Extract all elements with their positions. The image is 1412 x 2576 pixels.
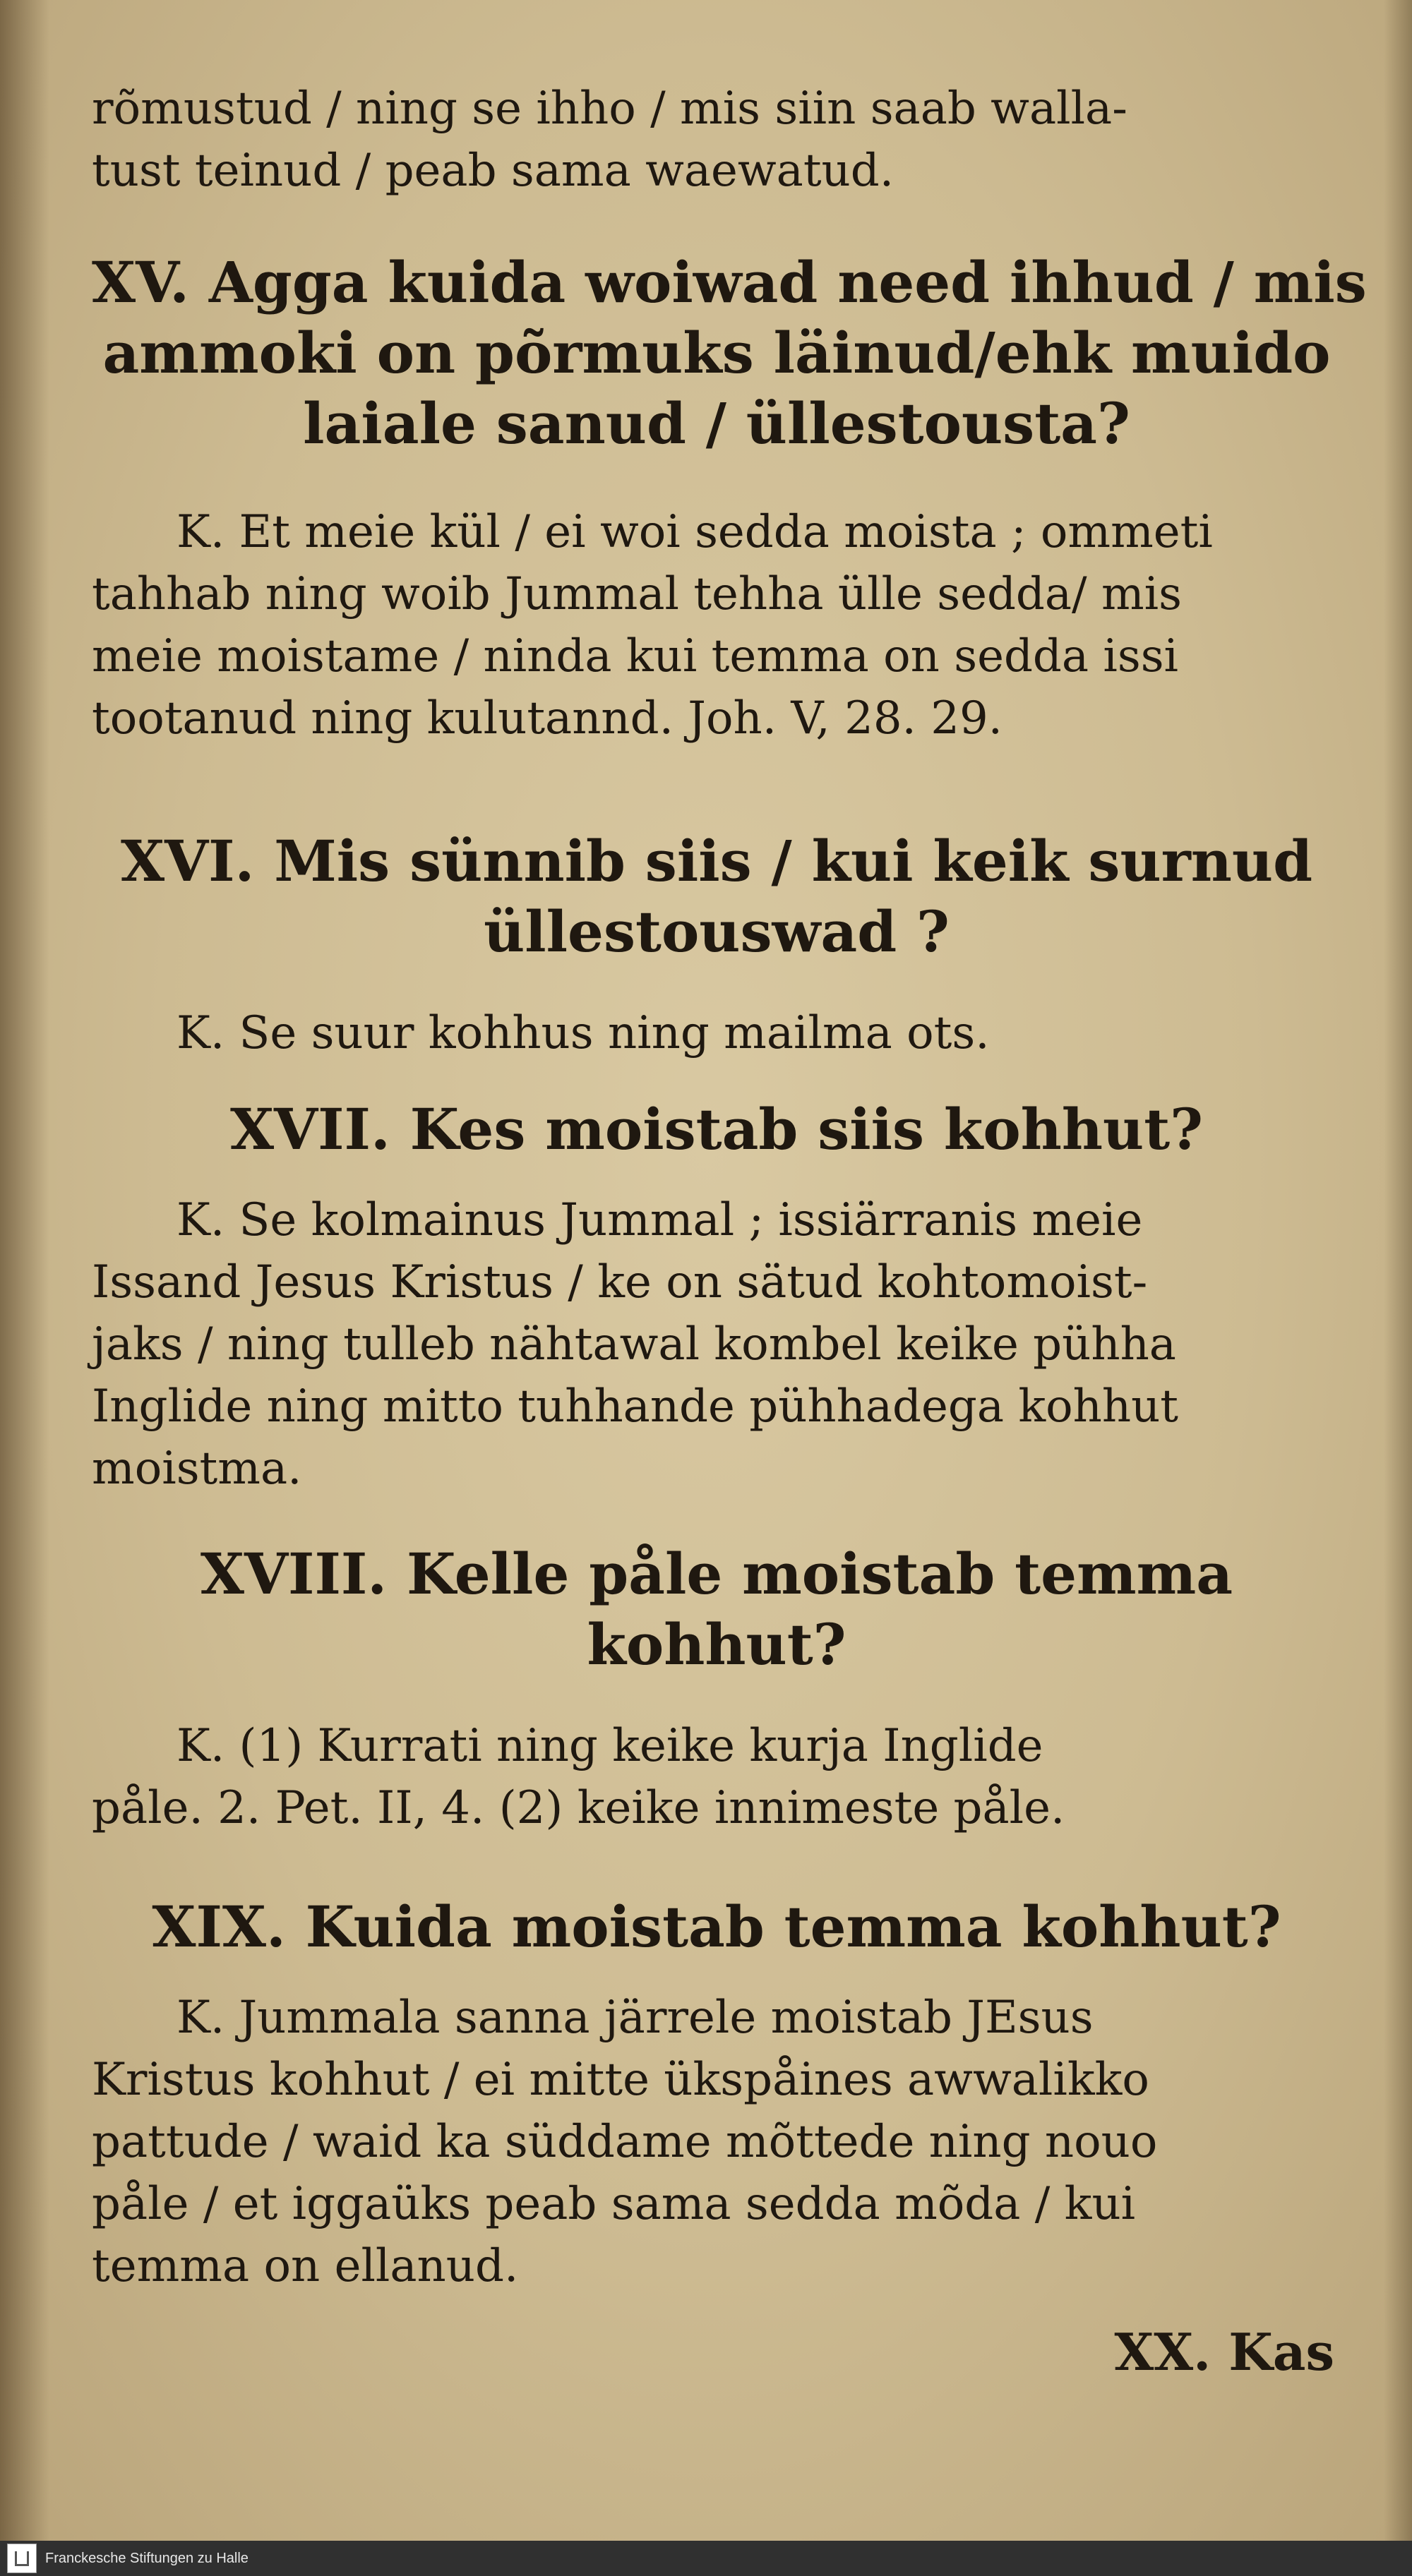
- text-line: üllestouswad ?: [484, 898, 950, 965]
- text-line: laiale sanud / üllestousta?: [303, 390, 1130, 457]
- answer-a19: [92, 1987, 1341, 2297]
- institution-name: Franckesche Stiftungen zu Halle: [45, 2550, 249, 2566]
- question-q16: [92, 826, 1341, 967]
- text-line: XVII. Kes moistab siis kohhut?: [229, 1096, 1204, 1162]
- text-line: påle. 2. Pet. II, 4. (2) keike innimeste påle.: [92, 1782, 1065, 1834]
- text-line: tootanud ning kulutannd. Joh. V, 28. 29.: [92, 692, 1003, 745]
- text-line: K. Se kolmainus Jummal ; issiärranis meie: [176, 1194, 1143, 1246]
- text-line: ammoki on põrmuks läinud/ehk muido: [102, 320, 1331, 386]
- text-line: K. Jummala sanna järrele moistab JEsus: [176, 1992, 1094, 2044]
- text-line: meie moistame / ninda kui temma on sedda issi: [92, 630, 1178, 682]
- text-line: K. Se suur kohhus ning mailma ots.: [176, 1007, 990, 1059]
- answer-a15: [92, 501, 1341, 750]
- text-line: XIX. Kuida moistab temma kohhut?: [152, 1894, 1281, 1960]
- text-line: Issand Jesus Kristus / ke on sätud kohtomoist-: [92, 1256, 1148, 1308]
- text-line: jaks / ning tulleb nähtawal kombel keike pühha: [92, 1318, 1176, 1371]
- question-q19: [92, 1891, 1341, 1962]
- text-line: K. Et meie kül / ei woi sedda moista ; ommeti: [176, 506, 1213, 558]
- question-q18: [92, 1539, 1341, 1680]
- answer-a17: [92, 1189, 1341, 1500]
- catchword: XX. Kas: [1114, 2322, 1334, 2382]
- viewer-footer: [0, 2541, 1412, 2576]
- answer-a18: [92, 1715, 1341, 1839]
- text-line: XVI. Mis sünnib siis / kui keik surnud: [120, 828, 1313, 894]
- text-line: pattude / waid ka süddame mõttede ning nouo: [92, 2116, 1158, 2168]
- text-line: Inglide ning mitto tuhhande pühhadega kohhut: [92, 1380, 1178, 1433]
- text-line: K. (1) Kurrati ning keike kurja Inglide: [176, 1720, 1043, 1772]
- text-line: tahhab ning woib Jummal tehha ülle sedda/ mis: [92, 568, 1182, 620]
- text-line: moistma.: [92, 1443, 302, 1495]
- answer-a16: [92, 1002, 1341, 1064]
- text-cont: [92, 78, 1341, 202]
- text-line: påle / et iggaüks peab sama sedda mõda / kui: [92, 2178, 1136, 2230]
- institution-logo-icon: [7, 2544, 37, 2573]
- text-line: tust teinud / peab sama waewatud.: [92, 145, 895, 197]
- text-line: rõmustud / ning se ihho / mis siin saab walla-: [92, 83, 1127, 135]
- text-line: XVIII. Kelle påle moistab temma: [200, 1541, 1233, 1607]
- text-line: kohhut?: [587, 1611, 846, 1678]
- question-q15: [92, 247, 1367, 459]
- text-line: Kristus kohhut / ei mitte ükspåines awwalikko: [92, 2054, 1149, 2106]
- question-q17: [92, 1094, 1341, 1164]
- text-line: temma on ellanud.: [92, 2240, 519, 2292]
- text-line: XV. Agga kuida woiwad need ihhud / mis: [92, 249, 1367, 315]
